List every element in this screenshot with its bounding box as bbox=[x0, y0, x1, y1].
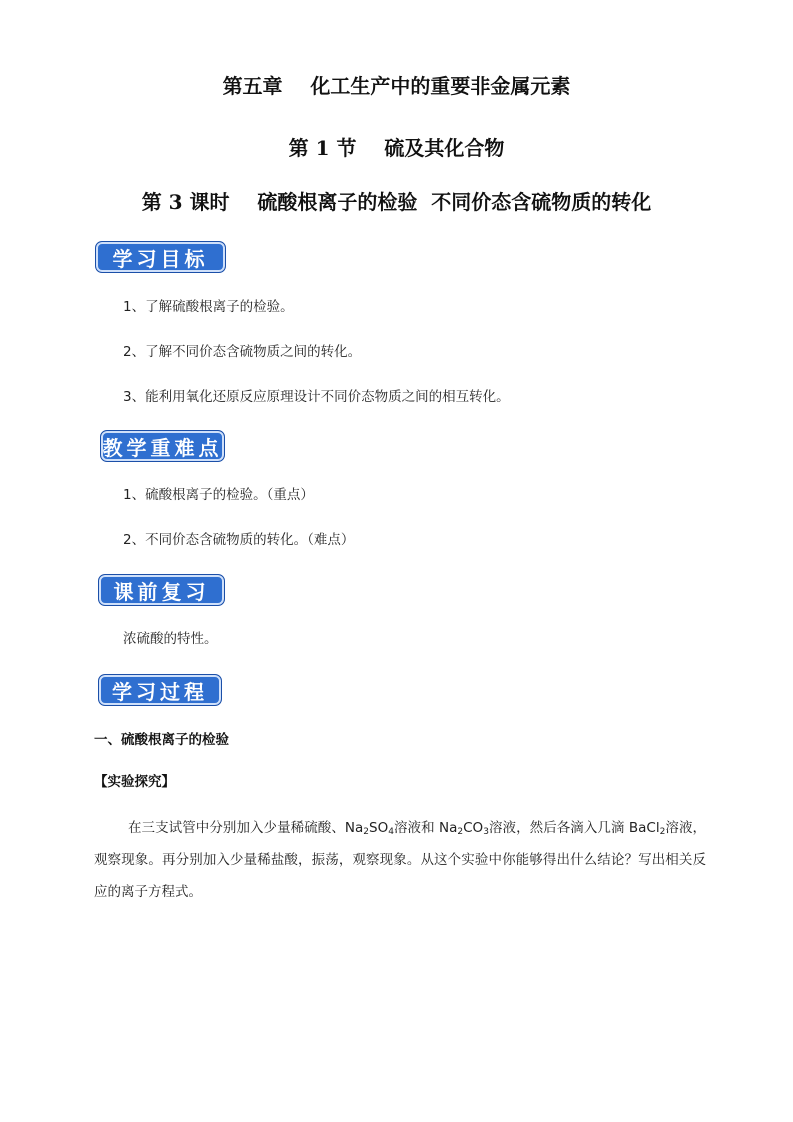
process-badge: 学习过程 bbox=[98, 674, 222, 706]
key-points-badge: 教学重难点 bbox=[100, 430, 225, 462]
lesson-title: 第 3 课时 硫酸根离子的检验 不同价态含硫物质的转化 bbox=[141, 190, 652, 214]
part-heading: 一、硫酸根离子的检验 bbox=[94, 732, 229, 748]
objective-item: 1、了解硫酸根离子的检验。 bbox=[123, 299, 294, 315]
experiment-label: 【实验探究】 bbox=[94, 774, 175, 790]
review-text: 浓硫酸的特性。 bbox=[123, 631, 218, 647]
objective-item: 2、了解不同价态含硫物质之间的转化。 bbox=[123, 344, 362, 360]
key-point-item: 2、不同价态含硫物质的转化。（难点） bbox=[123, 532, 355, 548]
review-badge: 课前复习 bbox=[98, 574, 225, 606]
section-title: 第 1 节 硫及其化合物 bbox=[288, 136, 505, 160]
objective-item: 3、能利用氧化还原反应原理设计不同价态物质之间的相互转化。 bbox=[123, 389, 510, 405]
chapter-title: 第五章 化工生产中的重要非金属元素 bbox=[222, 74, 571, 98]
experiment-paragraph: 在三支试管中分别加入少量稀硫酸、$Na_2SO_4$溶液和 $Na_2CO_3$溶液，然后各滴入几滴 BaCl$_2$溶液，观察现象。再分别加入少量稀盐酸，振荡，观察现象。从这个实验中你能够得出什么结论？写出相关反应的离子方程式。 bbox=[94, 820, 706, 900]
key-point-item: 1、硫酸根离子的检验。（重点） bbox=[123, 487, 314, 503]
objectives-badge: 学习目标 bbox=[95, 241, 226, 273]
